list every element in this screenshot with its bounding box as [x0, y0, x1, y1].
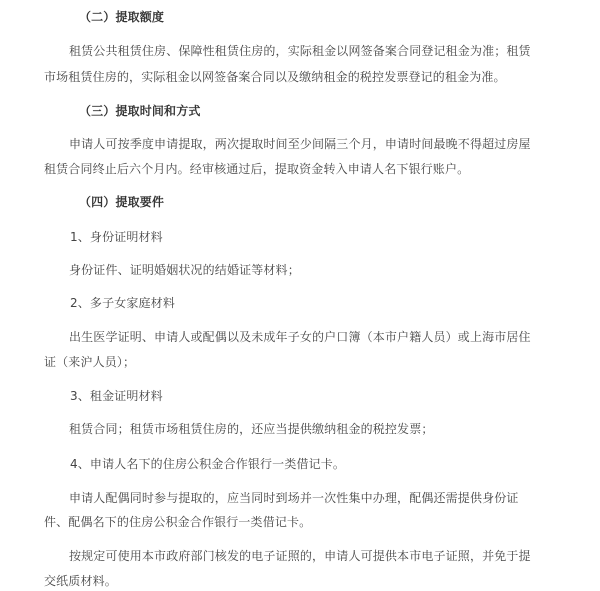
spouse-note-line-1: 申请人配偶同时参与提取的，应当同时到场并一次性集中办理，配偶还需提供身份证 — [69, 491, 519, 505]
item-4-title: 4、申请人名下的住房公积金合作银行一类借记卡。 — [70, 457, 346, 471]
section-3-para-line-1: 申请人可按季度申请提取，两次提取时间至少间隔三个月，申请时间最晚不得超过房屋 — [69, 137, 531, 151]
section-3-para-line-2: 租赁合同终止后六个月内。经审核通过后，提取资金转入申请人名下银行账户。 — [44, 162, 470, 176]
item-2-text-line-2: 证（来沪人员）； — [44, 355, 136, 369]
section-2-para-line-1: 租赁公共租赁住房、保障性租赁住房的，实际租金以网签备案合同登记租金为准；租赁 — [69, 44, 531, 58]
item-1-text: 身份证件、证明婚姻状况的结婚证等材料； — [69, 263, 300, 277]
ecert-note-line-2: 交纸质材料。 — [44, 574, 117, 588]
section-4-heading: （四）提取要件 — [79, 195, 165, 209]
item-3-text: 租赁合同；租赁市场租赁住房的，还应当提供缴纳租金的税控发票； — [69, 422, 434, 436]
ecert-note-line-1: 按规定可使用本市政府部门核发的电子证照的，申请人可提供本市电子证照，并免于提 — [69, 549, 531, 563]
item-2-text-line-1: 出生医学证明、申请人或配偶以及未成年子女的户口簿（本市户籍人员）或上海市居住 — [69, 330, 531, 344]
section-2-para-line-2: 市场租赁住房的，实际租金以网签备案合同以及缴纳租金的税控发票登记的租金为准。 — [44, 70, 506, 84]
section-3-heading: （三）提取时间和方式 — [79, 104, 201, 118]
item-1-title: 1、身份证明材料 — [70, 230, 163, 244]
item-3-title: 3、租金证明材料 — [70, 389, 163, 403]
spouse-note-line-2: 件、配偶名下的住房公积金合作银行一类借记卡。 — [44, 515, 312, 529]
section-2-heading: （二）提取额度 — [79, 10, 165, 24]
item-2-title: 2、多子女家庭材料 — [70, 296, 175, 310]
